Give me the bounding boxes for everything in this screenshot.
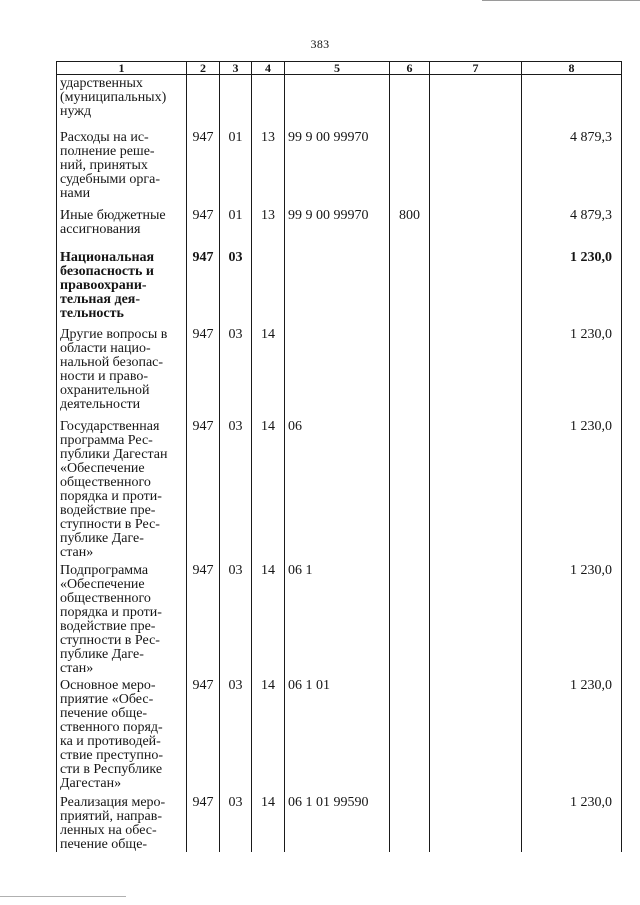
cell-subsection: 14 [252, 564, 285, 679]
cell-target-article: 06 1 01 99590 [285, 796, 390, 852]
cell-section: 03 [220, 251, 252, 328]
cell-section: 01 [220, 131, 252, 209]
header-col-6: 6 [390, 62, 430, 75]
table-row [57, 796, 622, 852]
cell-amount [522, 75, 622, 131]
row-name: Иные бюджетные ассигнования [57, 209, 187, 251]
bottom-edge-rule [0, 896, 126, 897]
row-name: Национальная безопасность и правоохрани- тельная дея- тельность [57, 251, 187, 328]
cell-target-article: 06 1 [285, 564, 390, 679]
table-row [57, 75, 622, 131]
cell-col-7 [430, 796, 522, 852]
table-body [57, 75, 622, 852]
table-row [57, 420, 622, 564]
cell-target-article: 99 9 00 99970 [285, 209, 390, 251]
header-col-4: 4 [252, 62, 285, 75]
cell-expense-type: 800 [390, 209, 430, 251]
cell-section: 03 [220, 328, 252, 420]
cell-admin-code: 947 [187, 679, 220, 796]
row-name: Государственная программа Рес- публики Дагестан «Обеспечение общественного порядка и проти- водействие пре- ступности в Рес- публике Даге- стан» [57, 420, 187, 564]
budget-table [56, 61, 622, 852]
cell-col-7 [430, 328, 522, 420]
cell-section: 03 [220, 420, 252, 564]
cell-subsection: 13 [252, 131, 285, 209]
header-col-7: 7 [430, 62, 522, 75]
table-row [57, 328, 622, 420]
cell-amount: 1 230,0 [522, 564, 622, 679]
cell-admin-code: 947 [187, 131, 220, 209]
column-number-header [57, 62, 622, 75]
cell-subsection [252, 251, 285, 328]
table-row [57, 679, 622, 796]
cell-admin-code [187, 75, 220, 131]
cell-subsection: 13 [252, 209, 285, 251]
cell-target-article: 99 9 00 99970 [285, 131, 390, 209]
cell-col-7 [430, 564, 522, 679]
cell-section: 03 [220, 796, 252, 852]
cell-expense-type [390, 75, 430, 131]
cell-admin-code: 947 [187, 328, 220, 420]
cell-admin-code: 947 [187, 420, 220, 564]
header-col-3: 3 [220, 62, 252, 75]
cell-subsection: 14 [252, 420, 285, 564]
cell-admin-code: 947 [187, 251, 220, 328]
cell-section [220, 75, 252, 131]
table-row [57, 209, 622, 251]
cell-col-7 [430, 131, 522, 209]
cell-admin-code: 947 [187, 564, 220, 679]
cell-amount: 1 230,0 [522, 679, 622, 796]
cell-section: 03 [220, 679, 252, 796]
row-name: Другие вопросы в области нацио- нальной безопас- ности и право- охранительной деятельности [57, 328, 187, 420]
header-col-2: 2 [187, 62, 220, 75]
cell-target-article [285, 75, 390, 131]
cell-target-article [285, 328, 390, 420]
cell-amount: 1 230,0 [522, 796, 622, 852]
cell-col-7 [430, 75, 522, 131]
cell-expense-type [390, 131, 430, 209]
page-number: 383 [310, 37, 330, 51]
cell-amount: 1 230,0 [522, 251, 622, 328]
row-name: Основное меро- приятие «Обес- печение обще- ственного поряд- ка и противодей- ствие преступно- сти в Республике Дагестан» [57, 679, 187, 796]
cell-amount: 4 879,3 [522, 131, 622, 209]
cell-col-7 [430, 420, 522, 564]
cell-expense-type [390, 328, 430, 420]
row-name: Подпрограмма «Обеспечение общественного порядка и проти- водействие пре- ступности в Рес- публике Даге- стан» [57, 564, 187, 679]
cell-amount: 1 230,0 [522, 328, 622, 420]
cell-admin-code: 947 [187, 796, 220, 852]
table-row [57, 251, 622, 328]
cell-col-7 [430, 209, 522, 251]
cell-section: 03 [220, 564, 252, 679]
table-row [57, 131, 622, 209]
header-col-1: 1 [57, 62, 187, 75]
cell-amount: 4 879,3 [522, 209, 622, 251]
table-row [57, 564, 622, 679]
cell-target-article: 06 [285, 420, 390, 564]
row-name: Расходы на ис- полнение реше- ний, принятых судебными орга- нами [57, 131, 187, 209]
cell-expense-type [390, 796, 430, 852]
top-edge-rule [482, 0, 640, 1]
cell-col-7 [430, 679, 522, 796]
cell-subsection [252, 75, 285, 131]
cell-section: 01 [220, 209, 252, 251]
cell-subsection: 14 [252, 328, 285, 420]
cell-expense-type [390, 679, 430, 796]
cell-subsection: 14 [252, 796, 285, 852]
cell-expense-type [390, 564, 430, 679]
cell-amount: 1 230,0 [522, 420, 622, 564]
cell-col-7 [430, 251, 522, 328]
header-col-8: 8 [522, 62, 622, 75]
cell-admin-code: 947 [187, 209, 220, 251]
row-name: Реализация меро- приятий, направ- ленных на обес- печение обще- [57, 796, 187, 852]
row-name: ударственных (муниципальных) нужд [57, 75, 187, 131]
header-col-5: 5 [285, 62, 390, 75]
cell-target-article: 06 1 01 [285, 679, 390, 796]
cell-subsection: 14 [252, 679, 285, 796]
cell-expense-type [390, 251, 430, 328]
cell-target-article [285, 251, 390, 328]
cell-expense-type [390, 420, 430, 564]
